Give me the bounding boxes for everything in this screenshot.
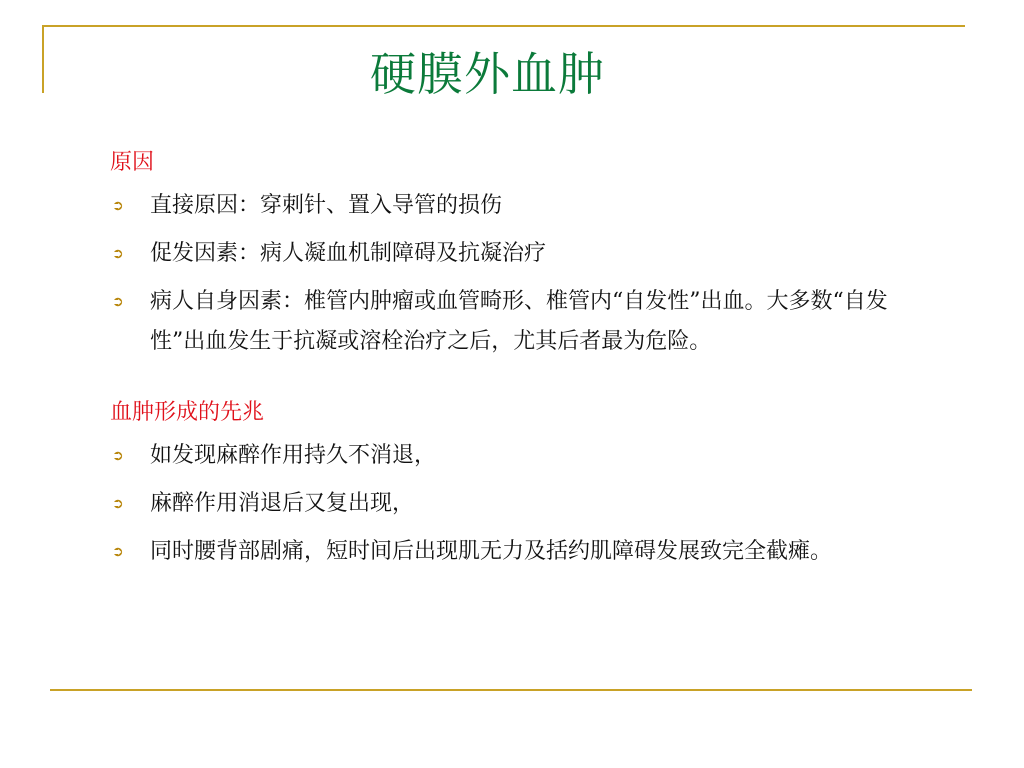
arrow-circle-icon: ➲ bbox=[112, 544, 124, 560]
bullet-item bbox=[110, 282, 930, 362]
arrow-circle-icon: ➲ bbox=[112, 448, 124, 464]
bullet-item bbox=[110, 532, 930, 572]
section-causes bbox=[110, 148, 930, 362]
bullet-list-warning-signs bbox=[110, 436, 930, 572]
arrow-circle-icon: ➲ bbox=[112, 198, 124, 214]
bullet-item bbox=[110, 186, 930, 226]
frame-top-rule bbox=[43, 25, 965, 27]
bullet-text: 促发因素：病人凝血机制障碍及抗凝治疗 bbox=[150, 241, 547, 266]
section-heading-warning-signs: 血肿形成的先兆 bbox=[110, 400, 265, 425]
bullet-text: 麻醉作用消退后又复出现， bbox=[150, 491, 415, 516]
frame-bottom-rule bbox=[50, 689, 972, 691]
section-warning-signs bbox=[110, 398, 930, 572]
bullet-item bbox=[110, 436, 930, 476]
bullet-text: 直接原因：穿刺针、置入导管的损伤 bbox=[150, 193, 503, 218]
section-heading-causes: 原因 bbox=[110, 150, 155, 175]
arrow-circle-icon: ➲ bbox=[112, 496, 124, 512]
bullet-text: 如发现麻醉作用持久不消退， bbox=[150, 443, 437, 468]
slide-title: 硬膜外血肿 bbox=[370, 47, 605, 101]
slide-body bbox=[110, 148, 930, 572]
bullet-list-causes bbox=[110, 186, 930, 362]
bullet-text: 病人自身因素：椎管内肿瘤或血管畸形、椎管内“自发性”出血。大多数“自发性”出血发生于抗凝或溶栓治疗之后，尤其后者最为危险。 bbox=[150, 289, 888, 354]
bullet-text: 同时腰背部剧痛，短时间后出现肌无力及括约肌障碍发展致完全截瘫。 bbox=[150, 539, 833, 564]
arrow-circle-icon: ➲ bbox=[112, 246, 124, 262]
bullet-item bbox=[110, 484, 930, 524]
arrow-circle-icon: ➲ bbox=[112, 294, 124, 310]
bullet-item bbox=[110, 234, 930, 274]
